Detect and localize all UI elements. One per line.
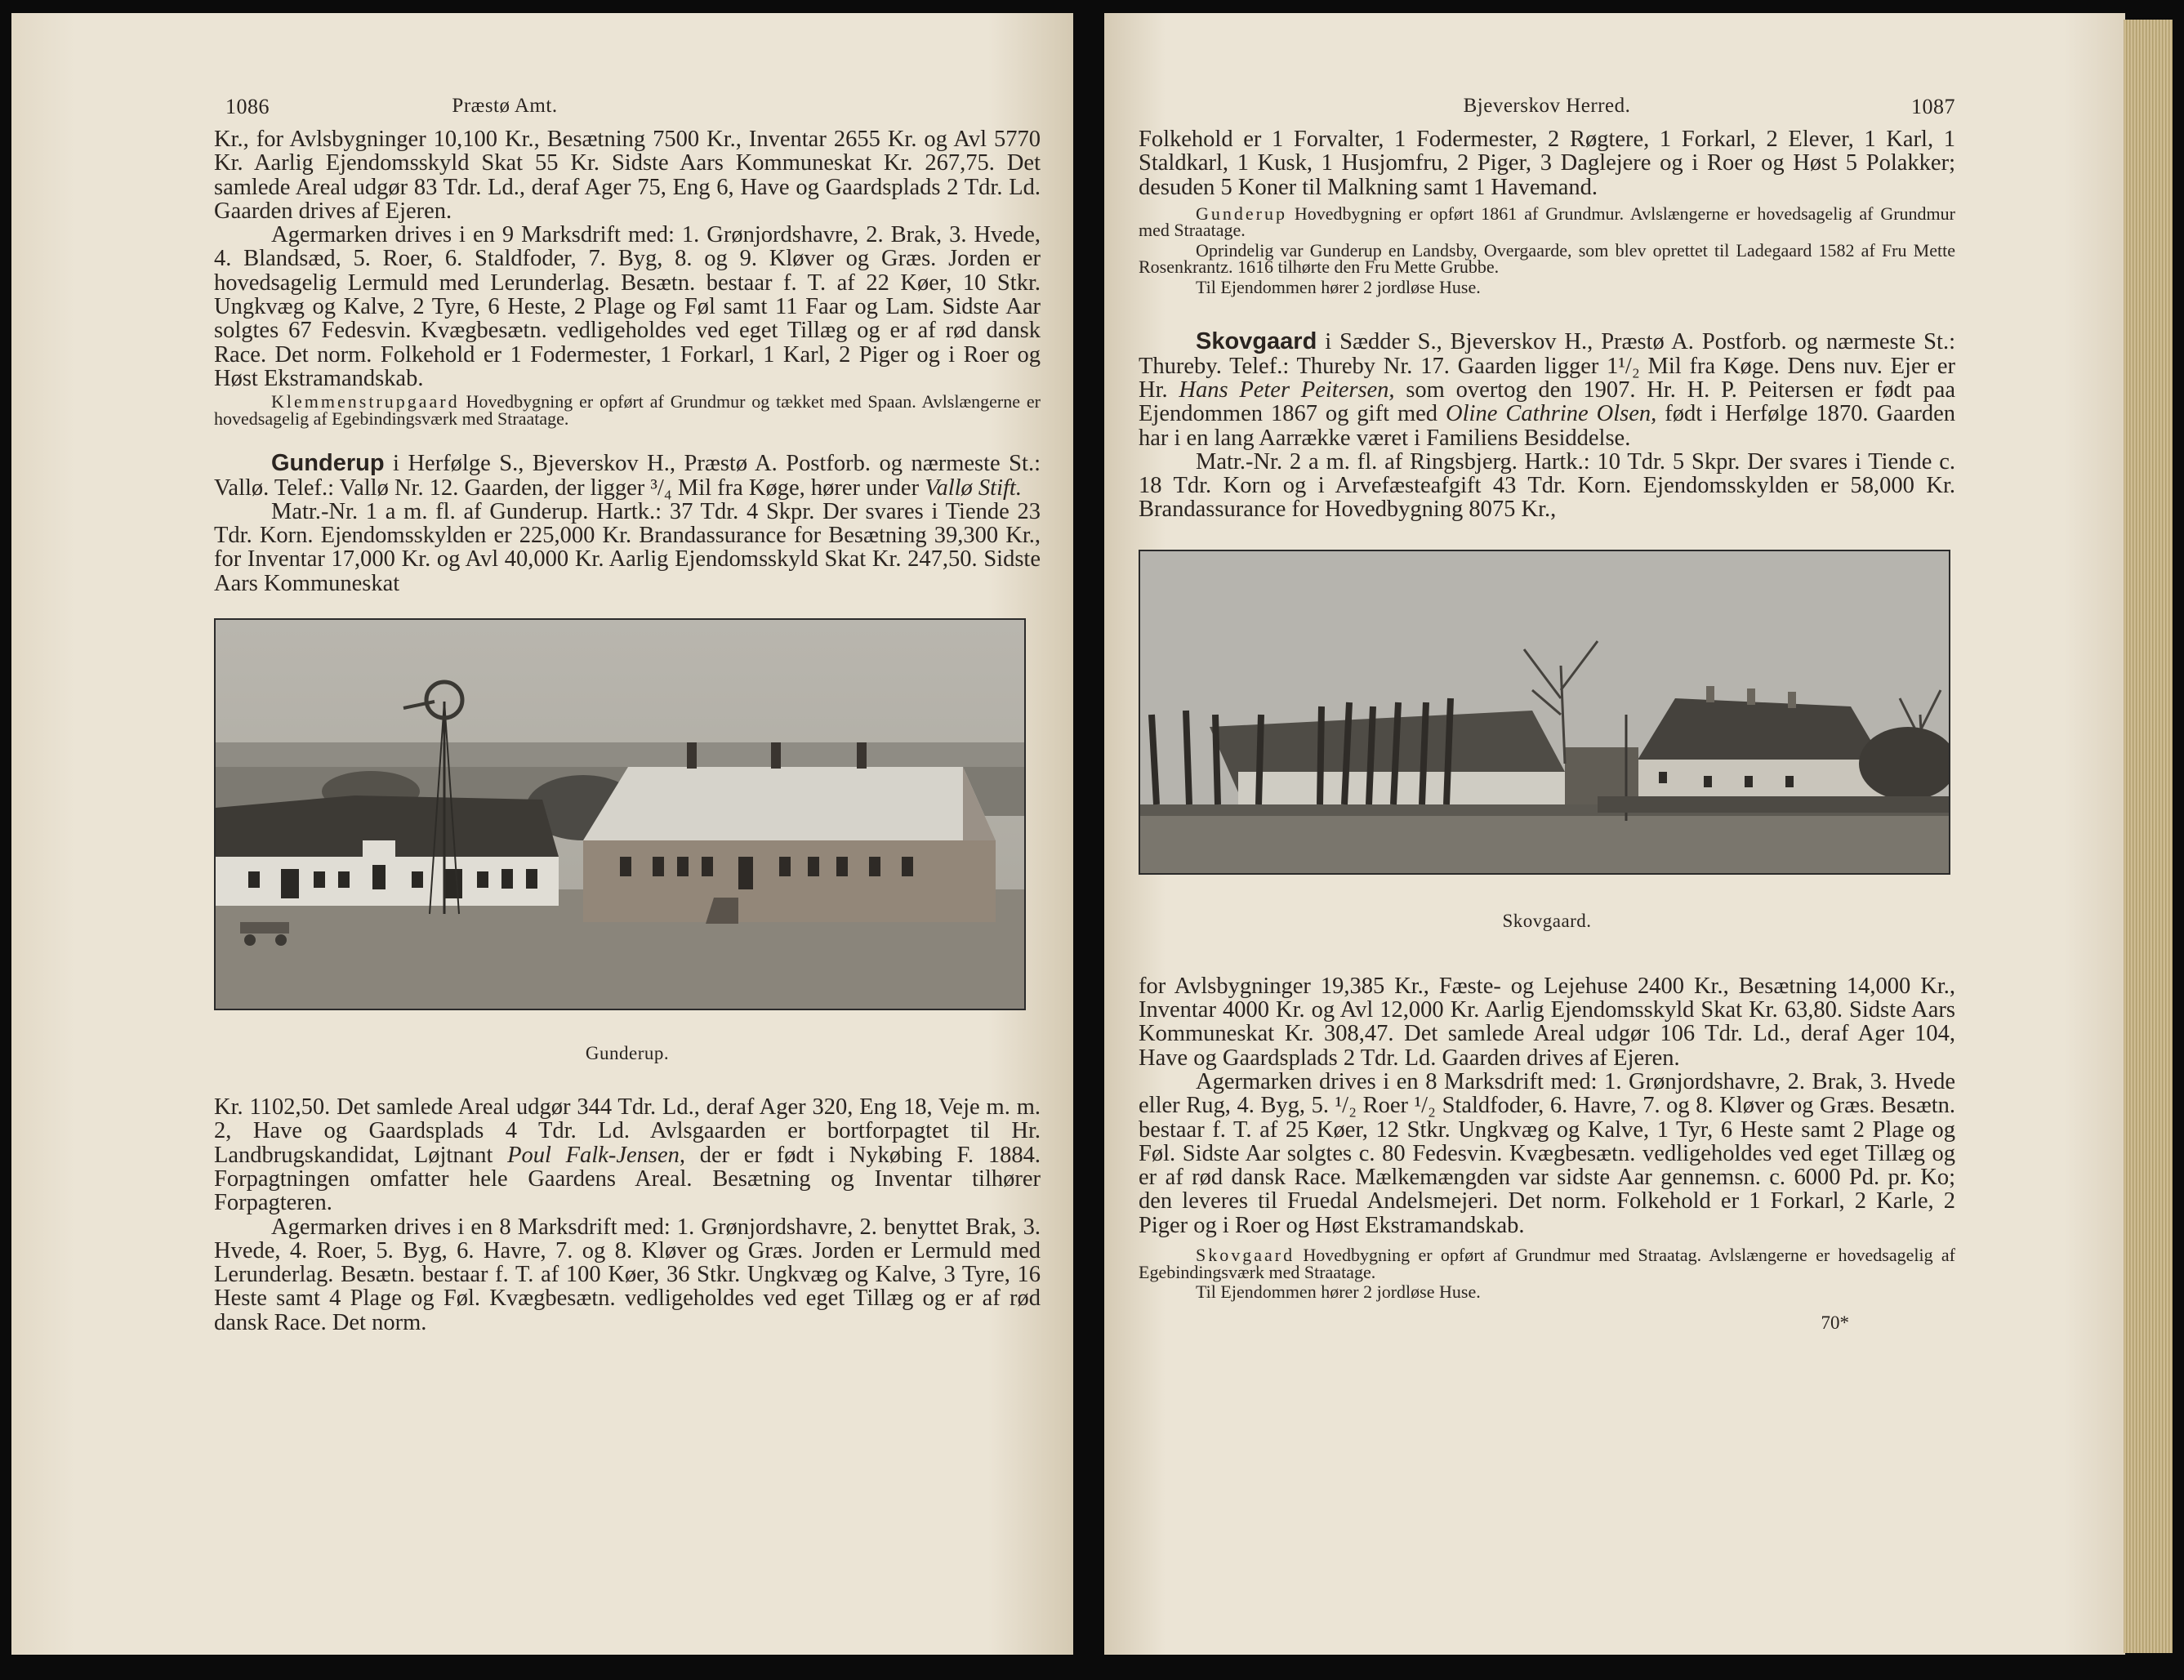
- italic-name: Poul Falk-Jensen,: [507, 1142, 685, 1168]
- book-page-edges: [2124, 20, 2173, 1653]
- page-number-left: 1086: [225, 95, 270, 118]
- entry-gunderup: [214, 452, 1041, 500]
- left-text-column: [214, 95, 1041, 1335]
- right-page: [1104, 13, 2125, 1655]
- paragraph-text: der er født i Nykøbing F. 1884. Forpagtningen omfatter hele Gaardens Areal. Besætning og Inventar tilhører Forpagteren.: [214, 1142, 1041, 1216]
- entry-intro: i Sædder S., Bjeverskov H., Præstø A. Postforb. og nærmeste St.: Thureby. Telef.: Thureby Nr. 17. Gaarden ligger 1¹/₂ Mil fra Køge. Dens nuv. Ejer er Hr.: [1139, 329, 1955, 403]
- running-title-right: Bjeverskov Herred.: [1463, 95, 1631, 117]
- paragraph: Agermarken drives i en 8 Marksdrift med: 1. Grønjordshavre, 2. benyttet Brak, 3. Hvede, 4. Roer, 5. Byg, 6. Havre, 7. og 8. Kløver og Græs. Jorden er Lermuld med Lerunderlag. Besætn. bestaar f. T. af 100 Køer, 36 Stkr. Ungkvæg og Kalve, 3 Tyre, 16 Heste samt 4 Plage og Føl. Kvægbesætn. vedligeholdes ved eget Tillæg og er af rød dansk Race. Det norm.: [214, 1214, 1041, 1335]
- paragraph: Folkehold er 1 Forvalter, 1 Fodermester, 2 Røgtere, 1 Forkarl, 2 Elever, 1 Karl, 1 Staldkarl, 1 Kusk, 1 Husjomfru, 2 Piger, 3 Daglejere og i Roer og Høst 5 Polakker; desuden 5 Koner til Malkning samt 1 Havemand.: [1139, 127, 1955, 200]
- entry-skovgaard: [1139, 330, 1955, 449]
- footnote-text: Hovedbygning er opført af Grundmur og tækket med Spaan. Avlslængerne er hovedsagelig af Egebindingsværk med Straatage.: [214, 391, 1041, 429]
- footnote: Til Ejendommen hører 2 jordløse Huse.: [1196, 276, 1481, 297]
- owner-name-italic: Hans Peter Peitersen,: [1179, 377, 1395, 403]
- paragraph: Kr., for Avlsbygninger 10,100 Kr., Besætning 7500 Kr., Inventar 2655 Kr. og Avl 5770 Kr. Aarlig Ejendomsskyld Skat 55 Kr. Sidste Aars Kommuneskat Kr. 267,75. Det samlede Areal udgør 83 Tdr. Ld., deraf Ager 75, Eng 6, Have og Gaardsplads 2 Tdr. Ld. Gaarden drives af Ejeren.: [214, 127, 1041, 224]
- left-running-head: [214, 95, 1041, 127]
- footnote: [214, 391, 1041, 429]
- signature-mark: 70*: [1821, 1312, 1849, 1333]
- right-text-column: [1139, 95, 1955, 1334]
- figure-skovgaard: [1139, 550, 1955, 932]
- entry-intro: i Herfølge S., Bjeverskov H., Præstø A. Postforb. og nærmeste St.: Vallø. Telef.: Vallø Nr. 12. Gaarden, der ligger ³/₄ Mil fra Køge, hører under: [214, 451, 1041, 501]
- gunderup-photo: [214, 618, 1026, 1010]
- footnote: Oprindelig var Gunderup en Landsby, Overgaarde, som blev oprettet til Ladegaard 1582 af Fru Mette Rosenkrantz. 1616 tilhørte den Fru Mette Grubbe.: [1139, 239, 1955, 278]
- entry-name: Gunderup: [271, 450, 385, 477]
- paragraph: Matr.-Nr. 2 a m. fl. af Ringsbjerg. Hartk.: 10 Tdr. 5 Skpr. Der svares i Tiende c. 18 Tdr. Korn og i Arvefæsteafgift 43 Tdr. Korn. Ejendomsskylden er 58,000 Kr. Brandassurance for Hovedbygning 8075 Kr.,: [1139, 448, 1955, 523]
- entry-name: Skovgaard: [1196, 328, 1317, 355]
- entry-intro: født i Herfølge 1870. Gaarden har i en lang Aarrække været i Familiens Besiddelse.: [1139, 401, 1955, 451]
- entry-intro-italic: Vallø Stift.: [925, 475, 1022, 501]
- entry-intro: som overtog den 1907. Hr. H. P. Peitersen er født paa Ejendommen 1867 og gift med: [1139, 377, 1955, 427]
- page-number-right: 1087: [1911, 95, 1955, 118]
- footnote: [1139, 203, 1955, 241]
- right-running-head: [1139, 95, 1955, 127]
- footnote: [1139, 1247, 1955, 1281]
- paragraph: for Avlsbygninger 19,385 Kr., Fæste- og Lejehuse 2400 Kr., Besætning 14,000 Kr., Inventar 4000 Kr. og Avl 12,000 Kr. Aarlig Ejendomsskyld Skat Kr. 63,80. Sidste Aars Kommuneskat Kr. 308,47. Det samlede Areal udgør 106 Tdr. Ld., deraf Ager 104, Have og Gaardsplads 2 Tdr. Ld. Gaarden drives af Ejeren.: [1139, 973, 1955, 1071]
- paragraph: Agermarken drives i en 9 Marksdrift med: 1. Grønjordshavre, 2. Brak, 3. Hvede, 4. Blandsæd, 5. Roer, 6. Staldfoder, 7. Byg, 8. og 9. Kløver og Græs. Jorden er hovedsagelig Lermuld med Lerunderlag. Besætn. bestaar f. T. af 22 Køer, 10 Stkr. Ungkvæg og Kalve, 2 Tyre, 6 Heste, 2 Plage og Føl samt 11 Faar og Lam. Sidste Aar solgtes 67 Fedesvin. Kvægbesætn. vedligeholdes ved eget Tillæg og er af rød dansk Race. Det norm. Folkehold er 1 Fodermester, 1 Forkarl, 1 Karl, 2 Piger og i Roer og Høst Ekstramandskab.: [214, 222, 1041, 391]
- footnote-keyword: Gunderup: [1196, 203, 1287, 224]
- figure-caption-gunderup: Gunderup.: [585, 1043, 670, 1064]
- paragraph: [214, 1095, 1041, 1214]
- figure-caption-skovgaard: Skovgaard.: [1502, 910, 1592, 931]
- footnote-keyword: Skovgaard: [1196, 1245, 1295, 1266]
- footnote-text: Hovedbygning er opført af Grundmur med Straatag. Avlslængerne er hovedsagelig af Egebindingsværk med Straatage.: [1139, 1245, 1955, 1282]
- gunderup-photo-image: [216, 620, 1024, 1009]
- paragraph: Matr.-Nr. 1 a m. fl. af Gunderup. Hartk.: 37 Tdr. 4 Skpr. Der svares i Tiende 23 Tdr. Korn. Ejendomsskylden er 225,000 Kr. Brandassurance for Besætning 39,300 Kr., for Inventar 17,000 Kr. og Avl 40,000 Kr. Aarlig Ejendomsskyld Skat Kr. 247,50. Sidste Aars Kommuneskat: [214, 498, 1041, 596]
- footnote-keyword: Klemmenstrupgaard: [271, 391, 460, 412]
- left-page: [11, 13, 1073, 1655]
- skovgaard-photo-image: [1140, 551, 1949, 873]
- paragraph-text: Kr. 1102,50. Det samlede Areal udgør 344 Tdr. Ld., deraf Ager 320, Eng 18, Veje m. m. 2, Have og Gaardsplads 4 Tdr. Ld. Avlsgaarden er bortforpagtet til Hr. Landbrugskandidat, Løjtnant: [214, 1094, 1041, 1168]
- footnote: Til Ejendommen hører 2 jordløse Huse.: [1196, 1281, 1481, 1303]
- skovgaard-photo: [1139, 550, 1950, 875]
- running-title-left: Præstø Amt.: [452, 95, 558, 117]
- wife-name-italic: Oline Cathrine Olsen,: [1446, 401, 1657, 427]
- figure-gunderup: [214, 618, 1041, 1064]
- paragraph: Agermarken drives i en 8 Marksdrift med: 1. Grønjordshavre, 2. Brak, 3. Hvede eller Rug, 4. Byg, 5. ¹/₂ Roer ¹/₂ Staldfoder, 6. Havre, 7. og 8. Kløver og Græs. Besætn. bestaar f. T. af 25 Køer, 12 Stkr. Ungkvæg og Kalve, 1 Tyr, 6 Heste samt 2 Plage og Føl. Sidste Aar solgtes c. 80 Fedesvin. Kvægbesætn. vedligeholdes ved eget Tillæg og er af rød dansk Race. Mælkemængden var sidste Aar gennemsn. c. 6000 Pd. pr. Ko; den leveres til Fruedal Andelsmejeri. Det norm. Folkehold er 1 Forkarl, 2 Karle, 2 Piger og i Roer og Høst Ekstramandskab.: [1139, 1068, 1955, 1238]
- footnote-text: Hovedbygning er opført 1861 af Grundmur. Avlslængerne er hovedsagelig af Grundmur med Straatage.: [1139, 203, 1955, 241]
